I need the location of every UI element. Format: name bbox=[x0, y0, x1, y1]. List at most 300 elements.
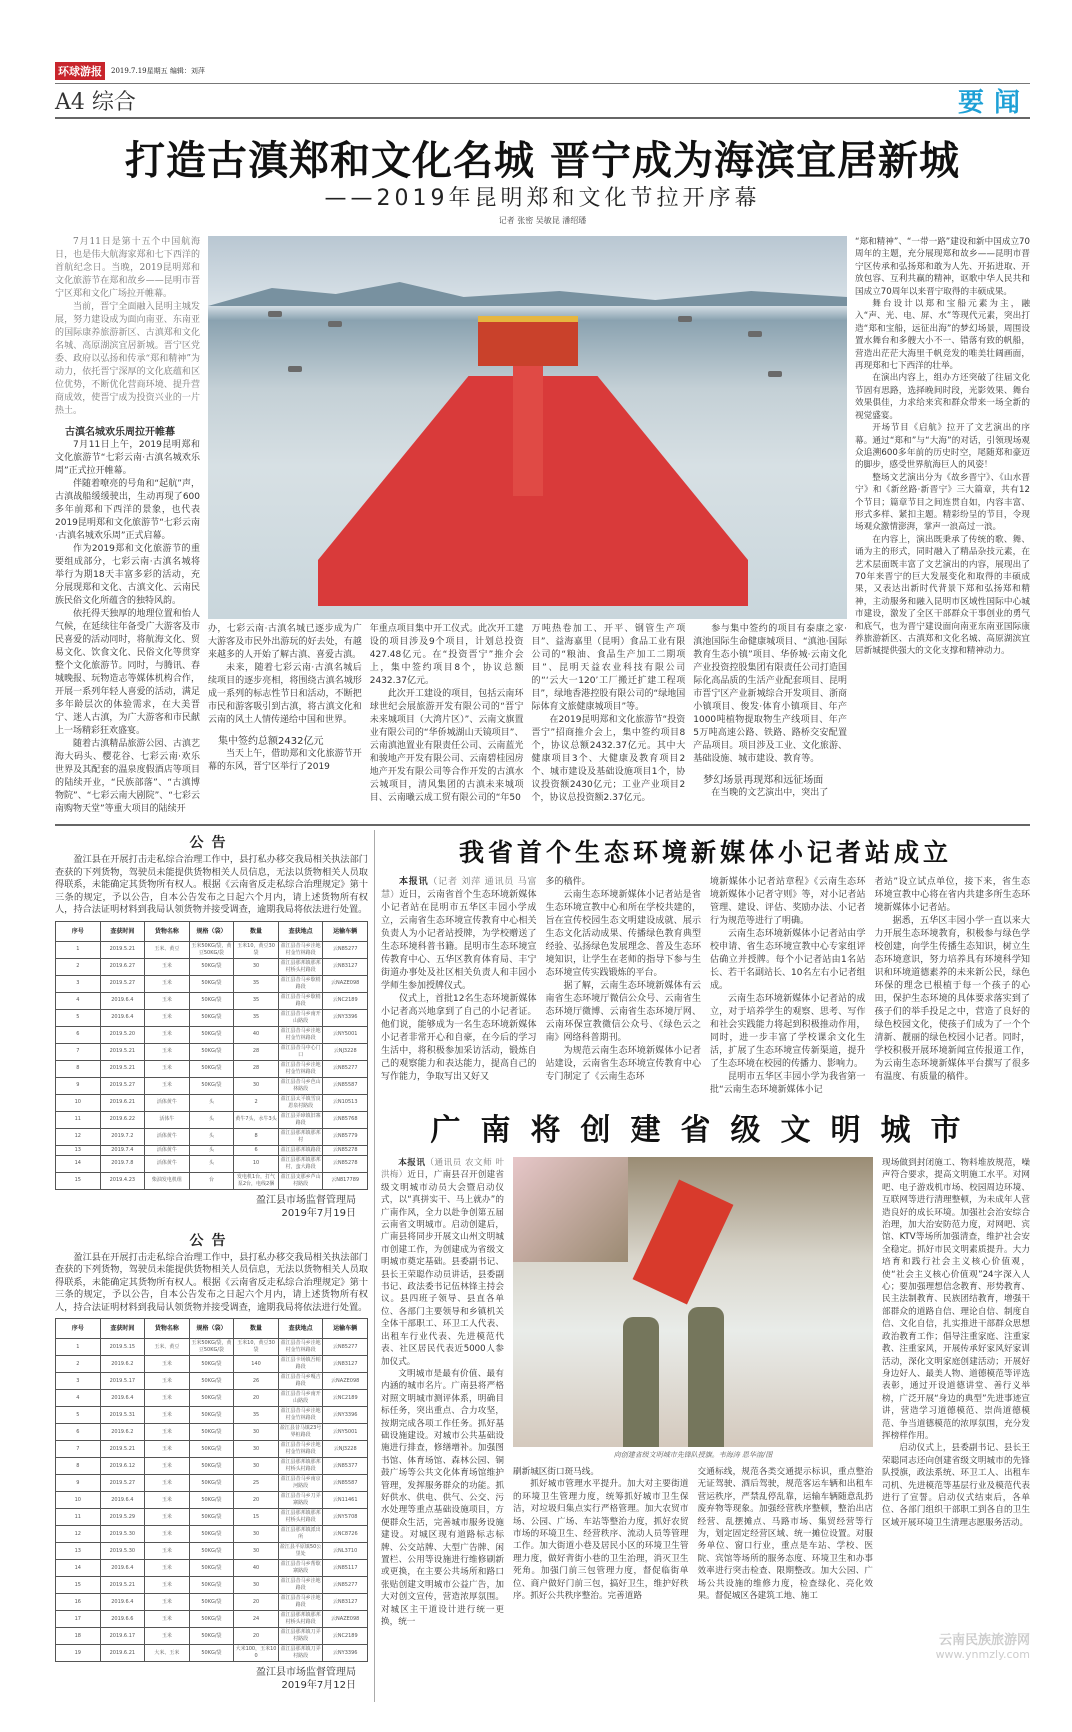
table-row bbox=[56, 1424, 368, 1441]
table-cell: 盈江县昔马乡刀弄寨路段 bbox=[278, 1492, 323, 1509]
paragraph bbox=[381, 876, 537, 993]
paragraph: 伴随着嘹亮的号角和“起航”声，古滇战船缓缓驶出，生动再现了600多年前郑和下西洋的景象，也代表2019昆明郑和文化旅游节“七彩云南·古滇名城欢乐周”正式启幕。 bbox=[55, 479, 200, 541]
column-header: 数量 bbox=[234, 1319, 279, 1339]
table-cell: 玉米 bbox=[145, 975, 190, 992]
table-cell: 35 bbox=[234, 992, 279, 1009]
watermark bbox=[381, 1634, 1030, 1662]
officer-figure bbox=[688, 1307, 724, 1447]
table-cell: 3 bbox=[56, 1373, 101, 1390]
table-row bbox=[56, 1458, 368, 1475]
article3-middle bbox=[513, 1157, 873, 1628]
table-row bbox=[56, 1475, 368, 1492]
table-cell: 50KG/袋 bbox=[189, 992, 234, 1009]
table-cell: 50KG/袋 bbox=[189, 1424, 234, 1441]
table-cell: 50KG/袋 bbox=[189, 1611, 234, 1628]
table-cell: 2019.6.4 bbox=[100, 1390, 145, 1407]
table-cell: 2019.7.4 bbox=[100, 1145, 145, 1155]
table-cell: 玉米 bbox=[145, 1026, 190, 1043]
column-header: 查获时间 bbox=[100, 1319, 145, 1339]
table-cell: 云NC2189 bbox=[323, 1390, 368, 1407]
table-cell: 15 bbox=[234, 1509, 279, 1526]
festival-stage-photo bbox=[208, 236, 847, 619]
table-cell: 2019.4.23 bbox=[100, 1172, 145, 1189]
header-rule bbox=[55, 117, 1030, 119]
table-cell: 玉米 bbox=[145, 1441, 190, 1458]
table-cell: 20 bbox=[234, 1390, 279, 1407]
table-cell: 2019.6.6 bbox=[100, 1611, 145, 1628]
table-row bbox=[56, 1594, 368, 1611]
boat bbox=[678, 316, 692, 322]
table-cell: 9 bbox=[56, 1475, 101, 1492]
paragraph: 在2019昆明郑和文化旅游节“投资晋宁”招商推介会上，集中签约项目8个，协议总额2432.37亿元。其中大健康项目3个、大健康及教育项目2个、城市建设及基础设施项目1个，协议投资额2430亿元；工业产业项目2个，协议总投资额2.37亿元。 bbox=[531, 715, 686, 803]
table-cell: 15 bbox=[56, 1577, 101, 1594]
articles-column bbox=[375, 830, 1030, 1702]
table-cell: 盈江县昔马乡帮歇寨路段 bbox=[278, 1560, 323, 1577]
table-cell: 盈江县昔马乡洼地村金竹林路段 bbox=[278, 1407, 323, 1424]
article2-col3 bbox=[710, 876, 866, 1097]
lead-col2 bbox=[208, 623, 362, 805]
table-cell: 盈江县昔马乡洼地村金竹林路段 bbox=[278, 1441, 323, 1458]
lead-tag: 本报讯 bbox=[398, 1158, 426, 1168]
table-cell: 云NY5001 bbox=[323, 1026, 368, 1043]
table-cell: 玉米 bbox=[145, 1628, 190, 1645]
table-cell: 19 bbox=[56, 1645, 101, 1662]
table-cell: 云N85587 bbox=[323, 1077, 368, 1094]
table-cell: 50KG/袋 bbox=[189, 1026, 234, 1043]
table-cell: 2019.6.4 bbox=[100, 1009, 145, 1026]
table-cell: 2 bbox=[56, 1356, 101, 1373]
table-cell: 140 bbox=[234, 1356, 279, 1373]
paragraph: 为规范云南生态环境新媒体小记者站建设，云南省生态环境宣传教育中心专门制定了《云南生态环 bbox=[545, 1046, 701, 1082]
table-cell: 云N85587 bbox=[323, 1475, 368, 1492]
lead-subcolumns bbox=[208, 623, 847, 805]
table-cell: 30 bbox=[234, 1543, 279, 1560]
watermark-url: www.ynmzly.com bbox=[935, 1648, 1030, 1662]
table-cell: 2019.5.30 bbox=[100, 1543, 145, 1560]
article3-col3 bbox=[698, 1466, 874, 1602]
table-cell: 30 bbox=[234, 1577, 279, 1594]
table-cell: 50KG/袋 bbox=[189, 1077, 234, 1094]
table-cell: 2019.6.4 bbox=[100, 1594, 145, 1611]
paragraph: 办，七彩云南·古滇名城已逐步成为广大游客及市民外出游玩的好去处，有越来越多的人开始了解古滇、喜爱古滇。 bbox=[208, 624, 362, 660]
table-cell: 盈江县昔马乡南开山路段 bbox=[278, 1009, 323, 1026]
table-cell: 玉米 bbox=[145, 1060, 190, 1077]
table-cell: 活体牛 bbox=[145, 1111, 190, 1128]
table-cell: 2019.5.21 bbox=[100, 1441, 145, 1458]
table-cell: 云N10513 bbox=[323, 1094, 368, 1111]
table-cell: 盈江县太平镇雪良恩泉村路段 bbox=[278, 1094, 323, 1111]
table-cell: 4 bbox=[56, 992, 101, 1009]
paragraph: 云南生态环境新媒体小记者站由学校申请、省生态环境宣教中心专家组评估确立并授牌。每个小记者站由1名站长、若干名副站长、10名左右小记者组成。 bbox=[710, 929, 866, 991]
table-cell: 云N85277 bbox=[323, 941, 368, 958]
red-flag bbox=[633, 1179, 734, 1304]
table-cell: 2019.5.27 bbox=[100, 1077, 145, 1094]
notice1-date: 2019年7月19日 bbox=[281, 1207, 356, 1219]
paragraph: 在当晚的文艺演出中，突出了 bbox=[711, 788, 829, 798]
article2-body bbox=[381, 876, 1030, 1097]
table-cell: 50KG/袋 bbox=[189, 1441, 234, 1458]
paragraph bbox=[381, 1157, 504, 1368]
table-cell: 玉米 bbox=[145, 958, 190, 975]
table-cell: 云N85768 bbox=[323, 1111, 368, 1128]
officer-figure bbox=[623, 1317, 659, 1447]
table-cell: 玉米、黄豆 bbox=[145, 1339, 190, 1356]
table-cell: 玉米 bbox=[145, 1560, 190, 1577]
table-cell: 20 bbox=[234, 1492, 279, 1509]
table-cell: 云NC2189 bbox=[323, 992, 368, 1009]
table-cell: 云N85278 bbox=[323, 1145, 368, 1155]
table-row bbox=[56, 1390, 368, 1407]
table-cell: 大米、玉米 bbox=[145, 1645, 190, 1662]
table-cell: 2019.7.8 bbox=[100, 1155, 145, 1172]
table-cell: 云N83127 bbox=[323, 958, 368, 975]
table-cell: 盈江县昔马乡嘎吉路段 bbox=[278, 1373, 323, 1390]
column-header: 序号 bbox=[56, 1319, 101, 1339]
notice2-body: 盈江县在开展打击走私综合治理工作中，县打私办移交我局相关执法部门查获的下列货物，驾驶员未能提供货物相关人员信息，无法以货物相关人员取得联系，未能确定其货物所有权人。根据《云南省反走私综合治理规定》第十三条的规定，予以公告，自本公告发布之日起六个月内，请上述货物所有权人，持合法证明材料到我局认领货物并接受调查，逾期我局将依法进行处置。 bbox=[55, 1251, 368, 1313]
lower-section bbox=[55, 830, 1030, 1702]
table-cell: 11 bbox=[56, 1509, 101, 1526]
table-cell: 2019.7.2 bbox=[100, 1128, 145, 1145]
table-cell: 盈江县昔马乡洼地村金竹林路段 bbox=[278, 1060, 323, 1077]
table-cell: 14 bbox=[56, 1155, 101, 1172]
table-row bbox=[56, 1543, 368, 1560]
table-cell: 头 bbox=[189, 1145, 234, 1155]
table-cell: 1 bbox=[56, 1339, 101, 1356]
table-cell: 头 bbox=[189, 1155, 234, 1172]
table-cell: 25 bbox=[234, 1475, 279, 1492]
table-row bbox=[56, 941, 368, 958]
table-cell: 30 bbox=[234, 1526, 279, 1543]
table-cell: 6 bbox=[56, 1026, 101, 1043]
paragraph: 开场节目《启航》拉开了文艺演出的序幕。通过“郑和”与“大海”的对话，引领现场观众追溯600多年前的历史时空，尾随郑和豪迈的脚步，感受世界航海巨人的风姿！ bbox=[855, 423, 1030, 471]
paragraph: 现场做到封闭施工、物料堆放规范，噪声符合要求，提高文明施工水平。对网吧、电子游戏机市场、校园周边环境、互联网等进行清理整顿，为未成年人营造良好的成长环境。加强社会治安综合治理，加大治安防范力度，对网吧、宾馆、KTV等场所加强清查，维护社会安全稳定。抓好市民文明素质提升。大力培育和践行社会主义核心价值观，使“社会主义核心价值观”24字深入人心；要加强理想信念教育、形势教育、民主法制教育、民族团结教育，增强干部群众的道路自信、理论自信、制度自信、文化自信，扎实推进干部群众思想政治教育工作；倡导注重家庭、注重家教、注重家风，开展传承好家风好家训活动，深化文明家庭创建活动；开展好身边好人、最美人物、道德模范等评选表彰，通过开设道德讲堂、善行义举榜，广泛开展“身边的典型”先进事迹宣讲，营造学习道德模范、崇尚道德模范、争当道德模范的浓厚氛围，充分发挥榜样作用。 bbox=[882, 1158, 1030, 1441]
table-cell: 云NJ3228 bbox=[323, 1441, 368, 1458]
table-cell: 15 bbox=[56, 1172, 101, 1189]
table-cell: 16 bbox=[56, 1594, 101, 1611]
table-cell: 2 bbox=[234, 1094, 279, 1111]
table-cell: 玉米 bbox=[145, 1390, 190, 1407]
paragraph: 参与集中签约的项目有泰康之家·滇池国际生命健康城项目、“滇池·国际教育生态小镇”项目、华侨城·云南文化产业投资控股集团有限责任公司打造国际化高品质的生活产业配套项目、昆明市晋宁区产业新城综合开发项目、浙商小镇项目、俊发·体育小镇项目、年产1000吨植物提取物生产线项目、年产5万吨高速公路、铁路、路桥交安配置产品项目。项目涉及工业、文化旅游、基础设施、城市建设、教育等。 bbox=[693, 624, 847, 764]
lead-headline: 打造古滇郑和文化名城 晋宁成为海滨宜居新城 bbox=[125, 138, 960, 184]
table-cell: 云N85277 bbox=[323, 1577, 368, 1594]
table-row bbox=[56, 1043, 368, 1060]
table-cell: 云NAZE098 bbox=[323, 1611, 368, 1628]
column-header: 查获地点 bbox=[278, 921, 323, 941]
table-cell: 7 bbox=[56, 1043, 101, 1060]
table-cell: 盈江县昔马乡歇梢路段 bbox=[278, 992, 323, 1009]
table-cell: 玉米 bbox=[145, 1077, 190, 1094]
table-cell: 云N85277 bbox=[323, 1339, 368, 1356]
table-cell: 2019.6.4 bbox=[100, 1492, 145, 1509]
notice2-title: 公告 bbox=[189, 1232, 234, 1249]
lead-credit: （记者 刘萍 通讯员 马富慧） bbox=[381, 877, 537, 900]
table-cell: 发电机1台，打气泵2台，电线2捆 bbox=[234, 1172, 279, 1189]
table-cell: 50KG/袋 bbox=[189, 1356, 234, 1373]
table-cell: 头 bbox=[189, 1094, 234, 1111]
table-cell: 50KG/袋 bbox=[189, 1043, 234, 1060]
lead-byline: 记者 张密 吴敏昆 潘绍璠 bbox=[498, 216, 587, 225]
table-cell: 头 bbox=[189, 1111, 234, 1128]
column-header: 运输车辆 bbox=[323, 921, 368, 941]
table-cell: 玉米 bbox=[145, 1475, 190, 1492]
flag-ceremony-photo bbox=[513, 1157, 873, 1447]
table-cell: 2019.5.27 bbox=[100, 1475, 145, 1492]
table-cell: 35 bbox=[234, 1009, 279, 1026]
table-cell: 盈江县平原镇50公里处 bbox=[278, 1543, 323, 1560]
lead-col6 bbox=[855, 236, 1030, 816]
issue-info: 2019.7.19星期五 编辑：刘萍 bbox=[111, 67, 205, 75]
table-cell: 2019.5.21 bbox=[100, 1577, 145, 1594]
table-cell: 玉米 bbox=[145, 1458, 190, 1475]
table-cell: 7 bbox=[56, 1441, 101, 1458]
table-row bbox=[56, 1577, 368, 1594]
table-cell: 云NC8726 bbox=[323, 1526, 368, 1543]
table-cell: 40 bbox=[234, 1560, 279, 1577]
table-cell: 云NAZE098 bbox=[323, 975, 368, 992]
lead-tag: 本报讯 bbox=[399, 877, 429, 887]
table-row bbox=[56, 1611, 368, 1628]
section-label: A4 综合 bbox=[55, 90, 136, 115]
table-cell: 玉米 bbox=[145, 992, 190, 1009]
table-cell: 5 bbox=[56, 1407, 101, 1424]
table-row bbox=[56, 1645, 368, 1662]
column-header: 货物名称 bbox=[145, 1319, 190, 1339]
paragraph: 在内容上，演出既秉承了传统的歌、舞、诵为主的形式，同时融入了精品杂技元素，在艺术层面既丰富了文艺演出的内容，展现出了70年来晋宁的巨大发展变化和取得的丰硕成果，又表达出新时代背景下郑和弘扬郑和精神，主动服务和融入昆明市区域性国际中心城市建设，激发了全区干部群众干事创业的勇气和底气，也为晋宁建设面向南亚东南亚国际康养旅游新区、古滇郑和文化名城、高原湖滨宜居新城提供强大的文化支撑和精神动力。 bbox=[855, 534, 1030, 657]
table-cell: 40 bbox=[234, 1026, 279, 1043]
table-row bbox=[56, 1373, 368, 1390]
watermark-name: 云南民族旅游网 bbox=[938, 1633, 1030, 1649]
table-cell: 30 bbox=[234, 958, 279, 975]
boat bbox=[328, 321, 342, 327]
table-cell: 盈江县昔马中心门口 bbox=[278, 1043, 323, 1060]
table-cell: 2019.5.31 bbox=[100, 1407, 145, 1424]
paragraph: 抓好城市管理水平提升。加大对主要街道的环境卫生管理力度，统筹抓好城市卫生保洁，对垃圾归集点实行严格管理。加大农贸市场、公园、广场、车站等整治力度，抓好农贸市场的环境卫生、经营秩序、流动人员等管理工作。加大街道小巷及居民小区的环境卫生管理力度，做好背街小巷的卫生治理，消灭卫生死角。加强门前三包管理力度，督促临街单位、商户做好门前三包，搞好卫生，维护好秩序。抓好公共秩序整治。完善道路 bbox=[513, 1479, 689, 1602]
table-cell: 50KG/袋 bbox=[189, 1475, 234, 1492]
table-cell: 盈江县那邦镇那邦村桥头村路段 bbox=[278, 1458, 323, 1475]
pavilion bbox=[478, 316, 578, 366]
table-cell: 大米100，玉米100 bbox=[234, 1645, 279, 1662]
article3-subcolumns bbox=[513, 1466, 873, 1602]
table-row bbox=[56, 1060, 368, 1077]
lead-col3 bbox=[370, 623, 524, 805]
table-cell: 盈江县昔马乡芭山林路段 bbox=[278, 1077, 323, 1094]
table-cell: 2019.5.20 bbox=[100, 1026, 145, 1043]
table-cell: 2019.6.27 bbox=[100, 958, 145, 975]
table-cell: 玉米50KG/袋，黄豆50KG/袋 bbox=[189, 1339, 234, 1356]
table-cell: 18 bbox=[56, 1628, 101, 1645]
table-cell: 50KG/袋 bbox=[189, 1492, 234, 1509]
table-cell: 9 bbox=[56, 1077, 101, 1094]
table-cell: 2019.5.21 bbox=[100, 941, 145, 958]
column-header: 数量 bbox=[234, 921, 279, 941]
red-walkway bbox=[513, 346, 543, 496]
table-row bbox=[56, 1111, 368, 1128]
table-cell: 盈江县那邦镇那邦村，蛮大路段 bbox=[278, 1155, 323, 1172]
masthead bbox=[55, 62, 1030, 80]
table-row bbox=[56, 1526, 368, 1543]
table-cell: 1 bbox=[56, 941, 101, 958]
table-cell: 云N85278 bbox=[323, 1155, 368, 1172]
table-cell: 盈江县昔马乡洼地路段 bbox=[278, 1577, 323, 1594]
table-cell: 头 bbox=[189, 1128, 234, 1145]
notice1-title: 公告 bbox=[189, 835, 234, 851]
column-tag: 要闻 bbox=[957, 88, 1030, 118]
boat bbox=[288, 366, 302, 372]
table-cell: 云NY5708 bbox=[323, 1509, 368, 1526]
table-cell: 10 bbox=[56, 1094, 101, 1111]
table-cell: 50KG/袋 bbox=[189, 1526, 234, 1543]
table-cell: 50KG/袋 bbox=[189, 1458, 234, 1475]
column-header: 查获地点 bbox=[278, 1319, 323, 1339]
table-row bbox=[56, 1077, 368, 1094]
table-cell: 8 bbox=[56, 1458, 101, 1475]
table-cell: 4 bbox=[56, 1390, 101, 1407]
lead-intro bbox=[55, 236, 200, 816]
table-cell: 2019.5.21 bbox=[100, 1060, 145, 1077]
table-cell: 盈江县支那乡芦山村路段 bbox=[278, 1172, 323, 1189]
notice1-org: 盈江县市场监督管理局 bbox=[256, 1194, 356, 1206]
table-cell: 20 bbox=[234, 1628, 279, 1645]
table-cell: 2019.6.22 bbox=[100, 1111, 145, 1128]
lead-subhead: ——2019年昆明郑和文化节拉开序幕 bbox=[324, 186, 761, 211]
table-row bbox=[56, 1145, 368, 1155]
table-cell: 3 bbox=[56, 975, 101, 992]
table-cell: 云NAZE098 bbox=[323, 1373, 368, 1390]
paragraph-text: 近日，云南省首个生态环境新媒体小记者站在昆明市五华区丰园小学成立，云南省生态环境宣传教育中心相关负责人为小记者站授牌，为学校赠送了生态环境科普书籍。昆明市生态环境宣传教育中心、五华区教育体育局、丰宁街道办事处及社区相关负责人和丰园小学师生参加授牌仪式。 bbox=[381, 890, 537, 991]
lead-credit: （通讯员 农文师 叶洪梅） bbox=[381, 1158, 504, 1181]
table-row bbox=[56, 1128, 368, 1145]
subheading: 集中签约总额2432亿元 bbox=[218, 736, 324, 747]
table-cell: 云N83127 bbox=[323, 1594, 368, 1611]
table-row bbox=[56, 1492, 368, 1509]
table-cell: 10 bbox=[234, 1155, 279, 1172]
table-row bbox=[56, 1441, 368, 1458]
table-cell: 2 bbox=[56, 958, 101, 975]
table-cell: 50KG/袋 bbox=[189, 1009, 234, 1026]
table-cell: 云N11461 bbox=[323, 1492, 368, 1509]
paragraph: “郑和精神”、“一带一路”建设和新中国成立70周年的主题，充分展现郑和故乡——昆明市晋宁区传承和弘扬郑和敢为人先、开拓进取、开放包容、互利共赢的精神，讴歌中华人民共和国成立70周年以来晋宁取得的丰硕成果。 bbox=[855, 237, 1030, 297]
table-row bbox=[56, 1407, 368, 1424]
table-cell: 2019.6.21 bbox=[100, 1094, 145, 1111]
column-header: 运输车辆 bbox=[323, 1319, 368, 1339]
table-cell: 云N83127 bbox=[323, 1356, 368, 1373]
table-cell: 盈江县卡场镇吾帕路段 bbox=[278, 1356, 323, 1373]
table-row bbox=[56, 1094, 368, 1111]
table-cell: 30 bbox=[234, 1441, 279, 1458]
table-cell: 云NY3396 bbox=[323, 1407, 368, 1424]
table-cell: 30 bbox=[234, 1424, 279, 1441]
notice2-date: 2019年7月12日 bbox=[281, 1680, 356, 1691]
table-cell: 2019.5.21 bbox=[100, 1043, 145, 1060]
article3-headline: 广南将创建省级文明城市 bbox=[430, 1113, 981, 1148]
paragraph: 未来，随着七彩云南·古滇名城后续项目的逐步亮相，将围绕古滇名城形成一系列的标志性节日和活动，不断把市民和游客吸引到古滇，将古滇文化和云南的风土人情传递给中国和世界。 bbox=[208, 663, 362, 725]
paragraph: 交通标线，规范各类交通提示标识，重点整治无证驾驶、酒后驾驶，规范客运车辆和出租车营运秩序，严禁乱停乱靠，运输车辆随意乱扔废弃物等现象。加强经营秩序整顿，整治出店经营、乱摆摊点、马路市场、集贸经营等行为，划定固定经营区域、统一摊位设置。对服务单位、窗口行业，重点是车站、学校、医院、宾馆等场所的服务态度、环境卫生和办事效率进行突击检查、限期整改。加大公园、广场公共设施的维修力度，检查绿化、亮化效果。督促城区各建筑工地、施工 bbox=[697, 1467, 873, 1602]
table-cell: 50KG/袋 bbox=[189, 1390, 234, 1407]
table-cell: 云N85377 bbox=[323, 1458, 368, 1475]
column-header: 查获时间 bbox=[100, 921, 145, 941]
paragraph: 刷新城区街口斑马线。 bbox=[513, 1467, 599, 1477]
table-cell: 5 bbox=[56, 1009, 101, 1026]
table-cell: 玉米 bbox=[145, 1509, 190, 1526]
table-cell: 盈江县昔马乡洼地村金竹林路段 bbox=[278, 941, 323, 958]
table-cell: 云NJ3228 bbox=[323, 1043, 368, 1060]
table-cell: 50KG/袋 bbox=[189, 1577, 234, 1594]
table-cell: 活体黄牛 bbox=[145, 1128, 190, 1145]
notice2-table bbox=[55, 1318, 368, 1662]
table-cell: 2019.6.2 bbox=[100, 1356, 145, 1373]
table-cell: 云N85117 bbox=[323, 1560, 368, 1577]
table-cell: 云NC2189 bbox=[323, 1628, 368, 1645]
notice2-org: 盈江县市场监督管理局 bbox=[256, 1667, 356, 1678]
table-cell: 玉米50KG/袋，黄豆50KG/袋 bbox=[189, 941, 234, 958]
paragraph: 文明城市是最有价值、最有内涵的城市名片。广南县将严格对照文明城市测评体系，明确目标任务，突出重点、合力攻坚，按期完成各项工作任务。抓好基础设施建设。对城市公共基础设施进行排查，修缮增补。加强图书馆、体育场馆、森林公园、铜鼓广场等公共文化体育场馆维护管理，发挥服务群众的功能。抓好供水、供电、供气、公交、污水处理等重点基础设施项目，方便群众生活，完善城市服务设施建设。对城区现有道路标志标牌、公交站牌、大型广告牌、闲置栏、公用等设施进行维修刷新或更换，在主要公共场所和路口张贴创建文明城市公益广告，加大对创文宣传，营造浓厚氛围。对城区主干道设计进行统一更换，统一 bbox=[381, 1368, 504, 1628]
article3-body bbox=[381, 1157, 1030, 1628]
table-cell: 盈江县那邦镇那邦村桥头村路段 bbox=[278, 958, 323, 975]
table-cell: 50KG/袋 bbox=[189, 1560, 234, 1577]
table-cell: 盈江县弄璋镇旧寨路段 bbox=[278, 1111, 323, 1128]
table-cell: 8 bbox=[56, 1060, 101, 1077]
table-cell: 28 bbox=[234, 1043, 279, 1060]
paragraph: 者站”设立试点单位，接下来，省生态环境宣教中心将在省内共建多所生态环境新媒体小记者站。 bbox=[874, 877, 1030, 913]
table-cell: 盈江县昔马乡歇梢路段 bbox=[278, 975, 323, 992]
notices-column bbox=[55, 830, 375, 1702]
table-cell: 11 bbox=[56, 1111, 101, 1128]
table-row bbox=[56, 1172, 368, 1189]
table-cell: 28 bbox=[234, 1060, 279, 1077]
paragraph: 仪式上，首批12名生态环境新媒体小记者高兴地拿到了自己的小记者证。他们说，能够成为一名生态环境新媒体小记者非常开心和自豪，在今后的学习生活中，将积极参加采访活动，锻炼自己的观察能力和表达能力，提高自己的写作能力，争取写出又好又 bbox=[381, 994, 537, 1082]
photo-hills bbox=[208, 276, 847, 306]
paragraph: 作为2019郑和文化旅游节的重要组成部分，七彩云南·古滇名城将举行为期18天丰富多彩的活动，充分展现郑和文化、古滇文化、云南民族民俗文化所蕴含的独特风韵。 bbox=[55, 544, 200, 606]
newspaper-logo: 环球游报 bbox=[55, 62, 105, 80]
table-cell: 50KG/袋 bbox=[189, 1509, 234, 1526]
paragraph: 7月11日上午，2019昆明郑和文化旅游节“七彩云南·古滇名城欢乐周”正式拉开帷幕。 bbox=[55, 440, 200, 476]
table-row bbox=[56, 1026, 368, 1043]
lead-col4 bbox=[532, 623, 686, 805]
notice1-signature bbox=[55, 1194, 368, 1220]
lead-middle bbox=[208, 236, 847, 816]
table-cell: 17 bbox=[56, 1611, 101, 1628]
paragraph: 随着古滇精品旅游公园、古滇艺海大码头、樱花谷、七彩云南·欢乐世界及其配套的温泉度假酒店等项目的陆续开业，“民族部落”、“古滇博物院”、“七彩云南大剧院”、“七彩云南购物天堂”等重大项目的陆续开 bbox=[55, 739, 200, 814]
video-screen bbox=[513, 1157, 628, 1262]
table-cell: 2019.6.4 bbox=[100, 992, 145, 1009]
subheading: 古滇名城欢乐周拉开帷幕 bbox=[65, 427, 175, 438]
article3-col2 bbox=[513, 1466, 689, 1602]
table-cell: 盈江县那邦镇那邦村桥头村路段 bbox=[278, 1509, 323, 1526]
table-cell: 50KG/袋 bbox=[189, 975, 234, 992]
table-row bbox=[56, 958, 368, 975]
table-cell: 6 bbox=[234, 1145, 279, 1155]
table-cell: 云NL3710 bbox=[323, 1543, 368, 1560]
table-cell: 14 bbox=[56, 1560, 101, 1577]
table-cell: 玉米 bbox=[145, 1492, 190, 1509]
column-header: 规格（袋） bbox=[189, 1319, 234, 1339]
table-cell: 26 bbox=[234, 1373, 279, 1390]
paragraph: 启动仪式上，县委副书记、县长王荣聪同志还向创建省级文明城市的先锋队授旗，政法系统、环卫工人、出租车司机、先进模范等基层行业及模范代表进行了宣誓。启动仪式结束后，各单位、各部门组织干部职工到各自的卫生区域开展环境卫生清理志愿服务活动。 bbox=[882, 1443, 1030, 1528]
table-cell: 柴油发电机组 bbox=[145, 1172, 190, 1189]
table-row bbox=[56, 1155, 368, 1172]
table-cell: 2019.5.27 bbox=[100, 975, 145, 992]
table-header-row bbox=[56, 921, 368, 941]
table-cell: 玉米 bbox=[145, 1577, 190, 1594]
table-cell: 盈江县那邦镇派出所 bbox=[278, 1526, 323, 1543]
table-cell: 云N817789 bbox=[323, 1172, 368, 1189]
section-divider bbox=[55, 824, 1030, 826]
table-row bbox=[56, 1560, 368, 1577]
paragraph: 在演出内容上，组办方还突破了往届文化节固有思路，选择晚间时段，光影效果、舞台效果俱佳，力求给来宾和群众带来一场全新的视觉盛宴。 bbox=[855, 373, 1030, 421]
table-cell: 2019.6.21 bbox=[100, 1645, 145, 1662]
table-cell: 50KG/袋 bbox=[189, 958, 234, 975]
lead-col5 bbox=[693, 623, 847, 805]
